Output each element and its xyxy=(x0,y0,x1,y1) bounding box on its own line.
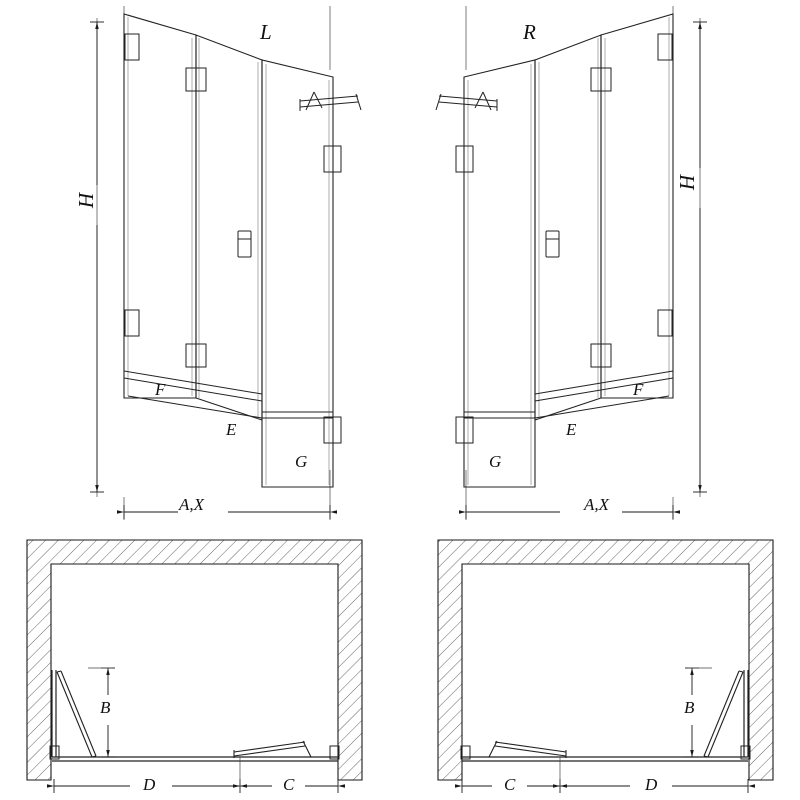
panel-label-right-g: G xyxy=(489,452,502,471)
width-label-left: A,X xyxy=(179,495,205,514)
variant-label-left: L xyxy=(260,20,272,44)
height-label-right: H xyxy=(675,174,700,191)
plan-left-view xyxy=(27,540,362,793)
depth-label-plan-left: B xyxy=(100,698,111,717)
panel-label-left-f: F xyxy=(155,380,166,399)
dim-label-plan-right-d: D xyxy=(645,775,658,794)
panel-label-right-f: F xyxy=(633,380,644,399)
height-label-left: H xyxy=(74,192,99,209)
panel-label-right-e: E xyxy=(566,420,577,439)
width-label-right: A,X xyxy=(584,495,610,514)
panel-label-left-g: G xyxy=(295,452,308,471)
elevation-right-view xyxy=(436,6,707,520)
variant-label-right: R xyxy=(523,20,536,44)
depth-label-plan-right: B xyxy=(684,698,695,717)
plan-right-view xyxy=(438,540,773,793)
panel-label-left-e: E xyxy=(226,420,237,439)
dim-label-plan-right-c: C xyxy=(504,775,516,794)
elevation-left-view xyxy=(90,6,361,520)
dim-label-plan-left-c: C xyxy=(283,775,295,794)
dim-label-plan-left-d: D xyxy=(143,775,156,794)
